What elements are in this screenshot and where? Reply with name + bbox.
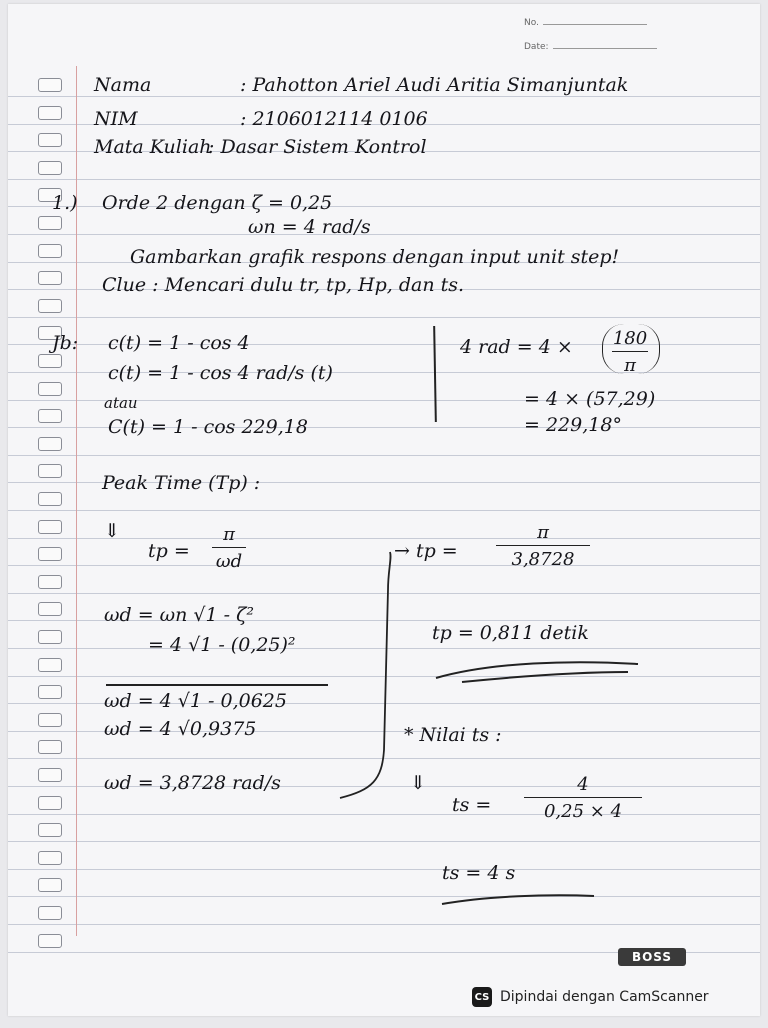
ts-formula-numerator: 4 [577, 774, 589, 795]
matkul-label: Mata Kuliah [94, 136, 212, 158]
nama-label: Nama [94, 74, 152, 96]
header-date [524, 42, 657, 52]
camscanner-icon: CS [472, 987, 492, 1007]
binder-ring [38, 575, 62, 589]
binder-ring [38, 106, 62, 120]
settling-title: * Nilai ts : [404, 724, 502, 746]
notebook-page [8, 4, 760, 1016]
binder-ring [38, 740, 62, 754]
binder-ring [38, 520, 62, 534]
tp2-numerator: π [537, 522, 549, 543]
tp2-fraction [496, 524, 590, 569]
ruled-line [8, 896, 760, 897]
conversion-denominator: π [612, 351, 648, 375]
tp-formula-denominator: ωd [212, 547, 246, 571]
ts-result-underline [438, 890, 598, 910]
binder-ring [38, 299, 62, 313]
binder-ring [38, 602, 62, 616]
wd-step1: ωd = ωn √1 - ζ² [104, 604, 255, 626]
header-no [524, 18, 647, 28]
binder-ring [38, 271, 62, 285]
ts-formula-fraction [524, 776, 642, 821]
ruled-line [8, 179, 760, 180]
wd-step2: = 4 √1 - (0,25)² [148, 634, 296, 656]
conversion-fraction [612, 330, 648, 375]
answer-divider [433, 326, 437, 422]
problem-clue: Clue : Mencari dulu tr, tp, Hp, dan ts. [102, 274, 465, 296]
binder-ring [38, 685, 62, 699]
peak-time-title: Peak Time (Tp) : [102, 472, 261, 494]
ruled-line [8, 455, 760, 456]
ruled-line [8, 538, 760, 539]
notebook-brand-logo: BOSS [618, 948, 686, 966]
ts-formula-denominator: 0,25 × 4 [524, 797, 642, 821]
binder-ring [38, 906, 62, 920]
ruled-line [8, 317, 760, 318]
wd-underline [106, 684, 328, 686]
binder-ring [38, 354, 62, 368]
matkul-value: : Dasar Sistem Kontrol [208, 136, 427, 158]
binder-ring [38, 713, 62, 727]
tp-formula-numerator: π [223, 524, 235, 545]
binder-ring [38, 768, 62, 782]
binder-ring [38, 437, 62, 451]
conversion-step2: = 4 × (57,29) [524, 388, 656, 410]
wd-step4: ωd = 4 √0,9375 [104, 718, 257, 740]
answer-atau: atau [104, 394, 138, 412]
ruled-line [8, 234, 760, 235]
problem-instruction: Gambarkan grafik respons dengan input unit step! [130, 246, 620, 268]
ruled-line [8, 869, 760, 870]
binder-ring [38, 547, 62, 561]
tp-result-underline [432, 654, 642, 686]
ruled-line [8, 510, 760, 511]
binder-ring [38, 464, 62, 478]
answer-marker: Jb: [52, 332, 79, 354]
brace-arrow [332, 550, 392, 800]
conversion-lhs: 4 rad = 4 × [460, 336, 573, 358]
problem-number: 1.) [52, 192, 78, 214]
binder-ring [38, 878, 62, 892]
nim-value: : 2106012114 0106 [240, 108, 428, 130]
binder-ring [38, 382, 62, 396]
tp-formula-fraction [212, 526, 246, 571]
binder-ring [38, 658, 62, 672]
header-no-label: No. [524, 18, 539, 28]
binder-ring [38, 216, 62, 230]
answer-c3: C(t) = 1 - cos 229,18 [108, 416, 308, 438]
nama-value: : Pahotton Ariel Audi Aritia Simanjuntak [240, 74, 629, 96]
problem-line1: Orde 2 dengan ζ = 0,25 [102, 192, 333, 214]
conversion-step3: = 229,18° [524, 414, 622, 436]
wd-step3: ωd = 4 √1 - 0,0625 [104, 690, 287, 712]
problem-line2: ωn = 4 rad/s [248, 216, 371, 238]
binder-ring [38, 823, 62, 837]
ruled-line [8, 96, 760, 97]
ts-result: ts = 4 s [442, 862, 516, 884]
binder-ring [38, 161, 62, 175]
answer-c2: c(t) = 1 - cos 4 rad/s (t) [108, 362, 333, 384]
ruled-line [8, 814, 760, 815]
tp2-lhs: → tp = [394, 540, 458, 562]
camscanner-watermark [472, 982, 752, 1012]
nim-label: NIM [94, 108, 138, 130]
binder-ring [38, 796, 62, 810]
binder-ring [38, 492, 62, 506]
ruled-line [8, 841, 760, 842]
binder-ring [38, 851, 62, 865]
tp-result: tp = 0,811 detik [432, 622, 589, 644]
binder-ring [38, 630, 62, 644]
tp-formula-lhs: tp = [148, 540, 190, 562]
binder-ring [38, 934, 62, 948]
ts-formula-lhs: ts = [452, 794, 492, 816]
binder-ring [38, 133, 62, 147]
tp2-denominator: 3,8728 [496, 545, 590, 569]
peak-time-arrow: ⇓ [104, 520, 120, 542]
conversion-numerator: 180 [612, 328, 648, 349]
binder-ring [38, 78, 62, 92]
ruled-line [8, 924, 760, 925]
camscanner-text: Dipindai dengan CamScanner [500, 989, 709, 1005]
wd-step5: ωd = 3,8728 rad/s [104, 772, 281, 794]
settling-arrow: ⇓ [410, 772, 426, 794]
answer-c1: c(t) = 1 - cos 4 [108, 332, 250, 354]
header-date-label: Date: [524, 42, 549, 52]
binder-ring [38, 409, 62, 423]
binder-ring [38, 244, 62, 258]
